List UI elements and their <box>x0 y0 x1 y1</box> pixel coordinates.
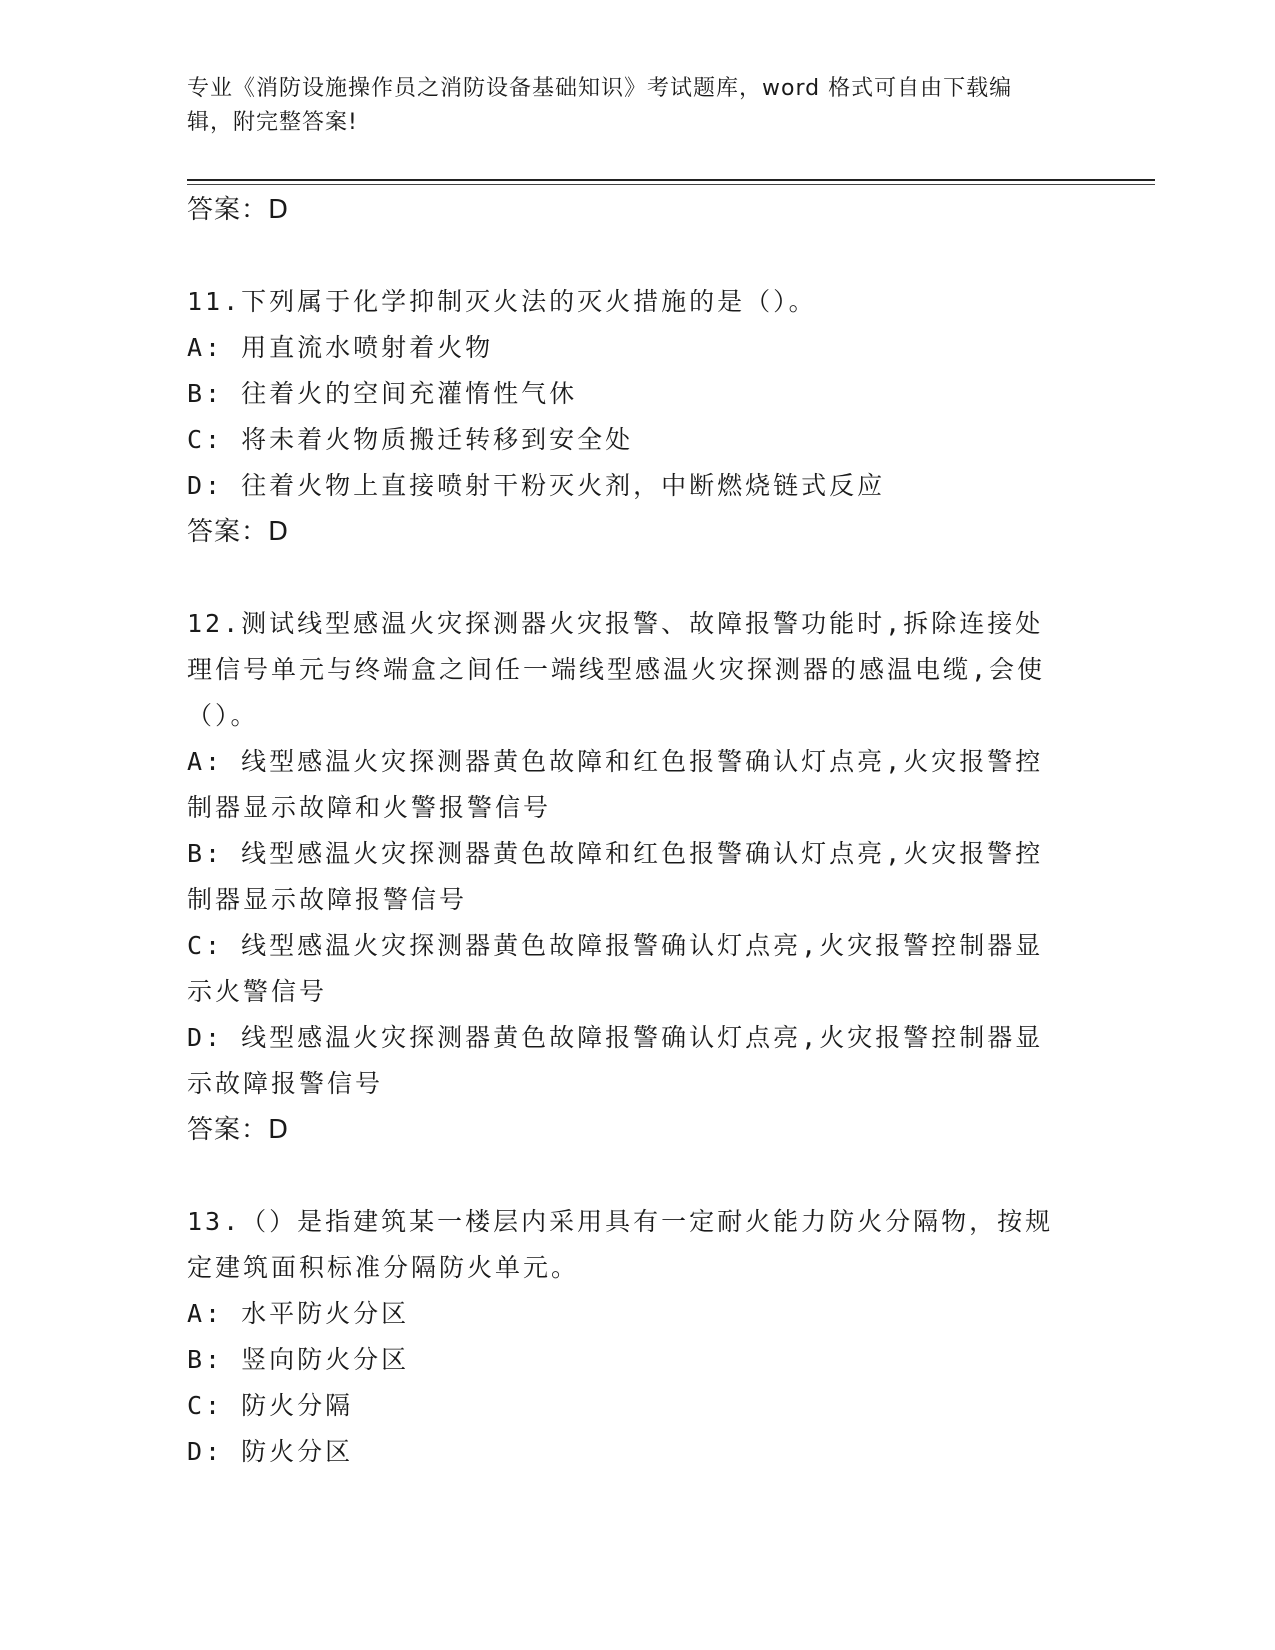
option-c-line-2: 示火警信号 <box>187 977 328 1006</box>
option-b: B: 竖向防火分区 <box>187 1345 410 1374</box>
option-a: A: 用直流水喷射着火物 <box>187 333 494 362</box>
option-c: C: 防火分隔 <box>187 1391 354 1420</box>
option-a: A: 水平防火分区 <box>187 1299 410 1328</box>
option-a-line-2: 制器显示故障和火警报警信号 <box>187 793 552 822</box>
question-stem: 11.下列属于化学抑制灭火法的灭火措施的是（）。 <box>187 287 817 316</box>
question-content <box>187 187 1087 1475</box>
spacer <box>187 1153 1087 1199</box>
option-b: B: 往着火的空间充灌惰性气休 <box>187 379 578 408</box>
answer: 答案：D <box>187 1115 290 1145</box>
question-stem-line-1: 13.（）是指建筑某一楼层内采用具有一定耐火能力防火分隔物，按规 <box>187 1207 1054 1236</box>
question-12 <box>187 601 1087 1153</box>
answer: 答案：D <box>187 517 290 547</box>
option-c-line-1: C: 线型感温火灾探测器黄色故障报警确认灯点亮,火灾报警控制器显 <box>187 931 1044 960</box>
question-13 <box>187 1199 1087 1475</box>
question-stem-line-1: 12.测试线型感温火灾探测器火灾报警、故障报警功能时,拆除连接处 <box>187 609 1044 638</box>
option-d: D: 防火分区 <box>187 1437 354 1466</box>
page-header <box>187 72 1067 140</box>
spacer <box>187 233 1087 279</box>
question-11 <box>187 279 1087 555</box>
question-stem-line-2: 理信号单元与终端盒之间任一端线型感温火灾探测器的感温电缆,会使 <box>187 655 1046 684</box>
question-stem-line-3: （）。 <box>187 701 259 730</box>
header-divider-thick <box>187 179 1155 181</box>
option-c: C: 将未着火物质搬迁转移到安全处 <box>187 425 634 454</box>
header-line-1: 专业《消防设施操作员之消防设备基础知识》考试题库，word 格式可自由下载编 <box>187 76 1013 101</box>
option-a-line-1: A: 线型感温火灾探测器黄色故障和红色报警确认灯点亮,火灾报警控 <box>187 747 1044 776</box>
spacer <box>187 555 1087 601</box>
option-d-line-2: 示故障报警信号 <box>187 1069 384 1098</box>
option-d-line-1: D: 线型感温火灾探测器黄色故障报警确认灯点亮,火灾报警控制器显 <box>187 1023 1044 1052</box>
option-b-line-2: 制器显示故障报警信号 <box>187 885 468 914</box>
header-divider-thin <box>187 184 1155 185</box>
previous-answer: 答案：D <box>187 195 290 225</box>
option-d: D: 往着火物上直接喷射干粉灭火剂，中断燃烧链式反应 <box>187 471 886 500</box>
header-line-2: 辑，附完整答案! <box>187 110 358 135</box>
question-stem-line-2: 定建筑面积标准分隔防火单元。 <box>187 1253 580 1282</box>
option-b-line-1: B: 线型感温火灾探测器黄色故障和红色报警确认灯点亮,火灾报警控 <box>187 839 1044 868</box>
